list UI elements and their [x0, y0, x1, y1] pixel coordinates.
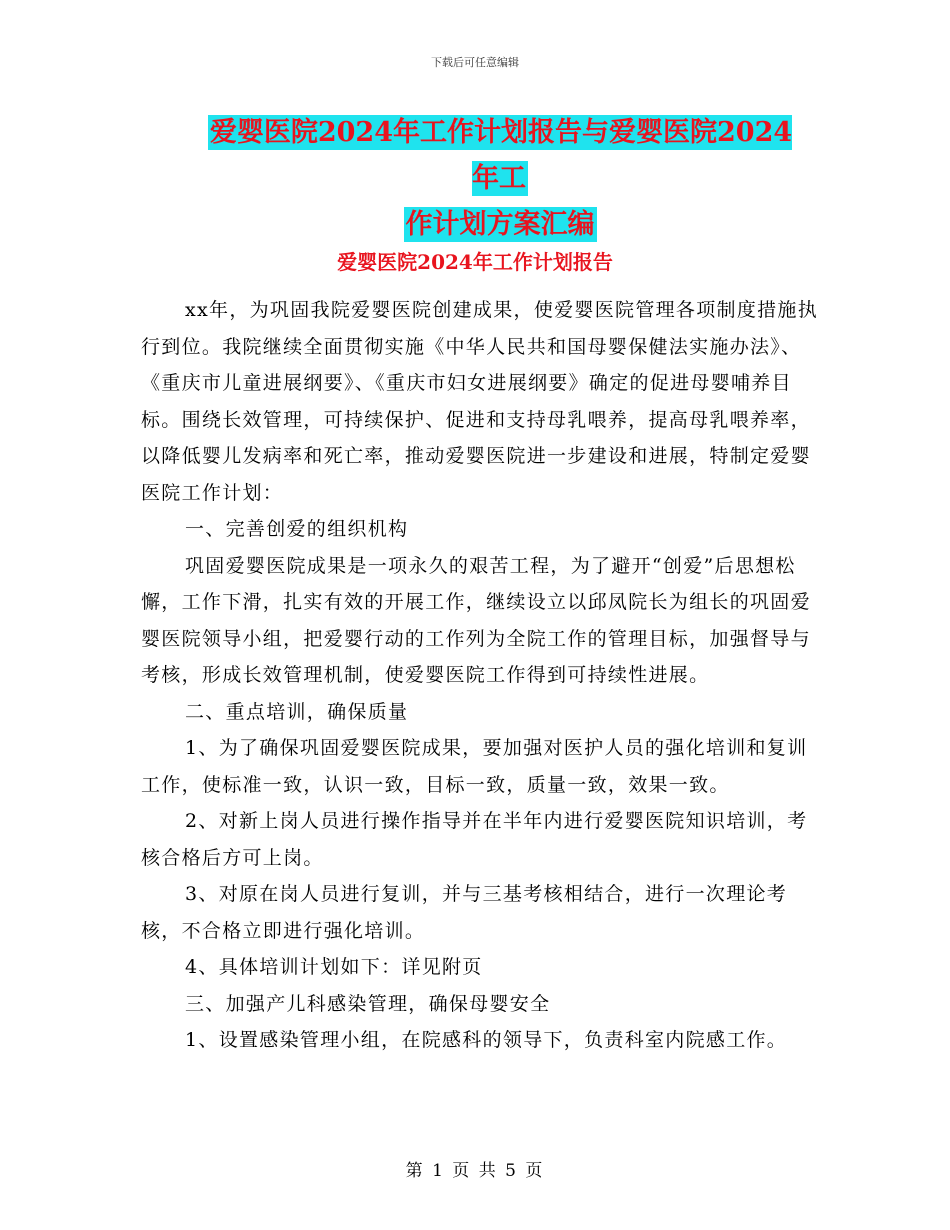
paragraph-training-1: 1、为了确保巩固爱婴医院成果，要加强对医护人员的强化培训和复训工作，使标准一致，认识一致，目标一致，质量一致，效果一致。 — [141, 737, 808, 796]
heading-training: 二、重点培训，确保质量 — [185, 700, 409, 723]
document-body — [141, 292, 821, 1059]
page-number: 第 1 页 共 5 页 — [405, 1161, 545, 1181]
paragraph-infection-1: 1、设置感染管理小组，在院感科的领导下，负责科室内院感工作。 — [185, 1029, 788, 1051]
paragraph-intro: xx年，为巩固我院爱婴医院创建成果，使爱婴医院管理各项制度措施执行到位。我院继续全面贯彻实施《中华人民共和国母婴保健法实施办法》、《重庆市儿童进展纲要》、《重庆市妇女进展纲要》确定的促进母婴哺养目标。围绕长效管理，可持续保护、促进和支持母乳喂养，提高母乳喂养率，以降低婴儿发病率和死亡率，推动爱婴医院进一步建设和进展，特制定爱婴医院工作计划： — [141, 299, 819, 504]
document-title-line-2: 作计划方案汇编 — [405, 209, 595, 240]
paragraph-training-4: 4、具体培训计划如下：详见附页 — [185, 956, 483, 978]
paragraph-organization: 巩固爱婴医院成果是一项永久的艰苦工程，为了避开“创爱”后思想松懈，工作下滑，扎实有效的开展工作，继续设立以邱凤院长为组长的巩固爱婴医院领导小组，把爱婴行动的工作列为全院工作的管理目标，加强督导与考核，形成长效管理机制，使爱婴医院工作得到可持续性进展。 — [141, 554, 811, 686]
section-title: 爱婴医院2024年工作计划报告 — [337, 250, 613, 274]
heading-infection-control: 三、加强产儿科感染管理，确保母婴安全 — [185, 992, 551, 1015]
heading-organization: 一、完善创爱的组织机构 — [185, 518, 409, 540]
document-title — [195, 110, 805, 248]
paragraph-training-3: 3、对原在岗人员进行复训，并与三基考核相结合，进行一次理论考核，不合格立即进行强化培训。 — [141, 883, 788, 942]
header-note: 下载后可任意编辑 — [431, 56, 519, 69]
paragraph-training-2: 2、对新上岗人员进行操作指导并在半年内进行爱婴医院知识培训，考核合格后方可上岗。 — [141, 810, 808, 869]
document-title-line-1: 爱婴医院2024年工作计划报告与爱婴医院2024年工 — [209, 117, 793, 194]
